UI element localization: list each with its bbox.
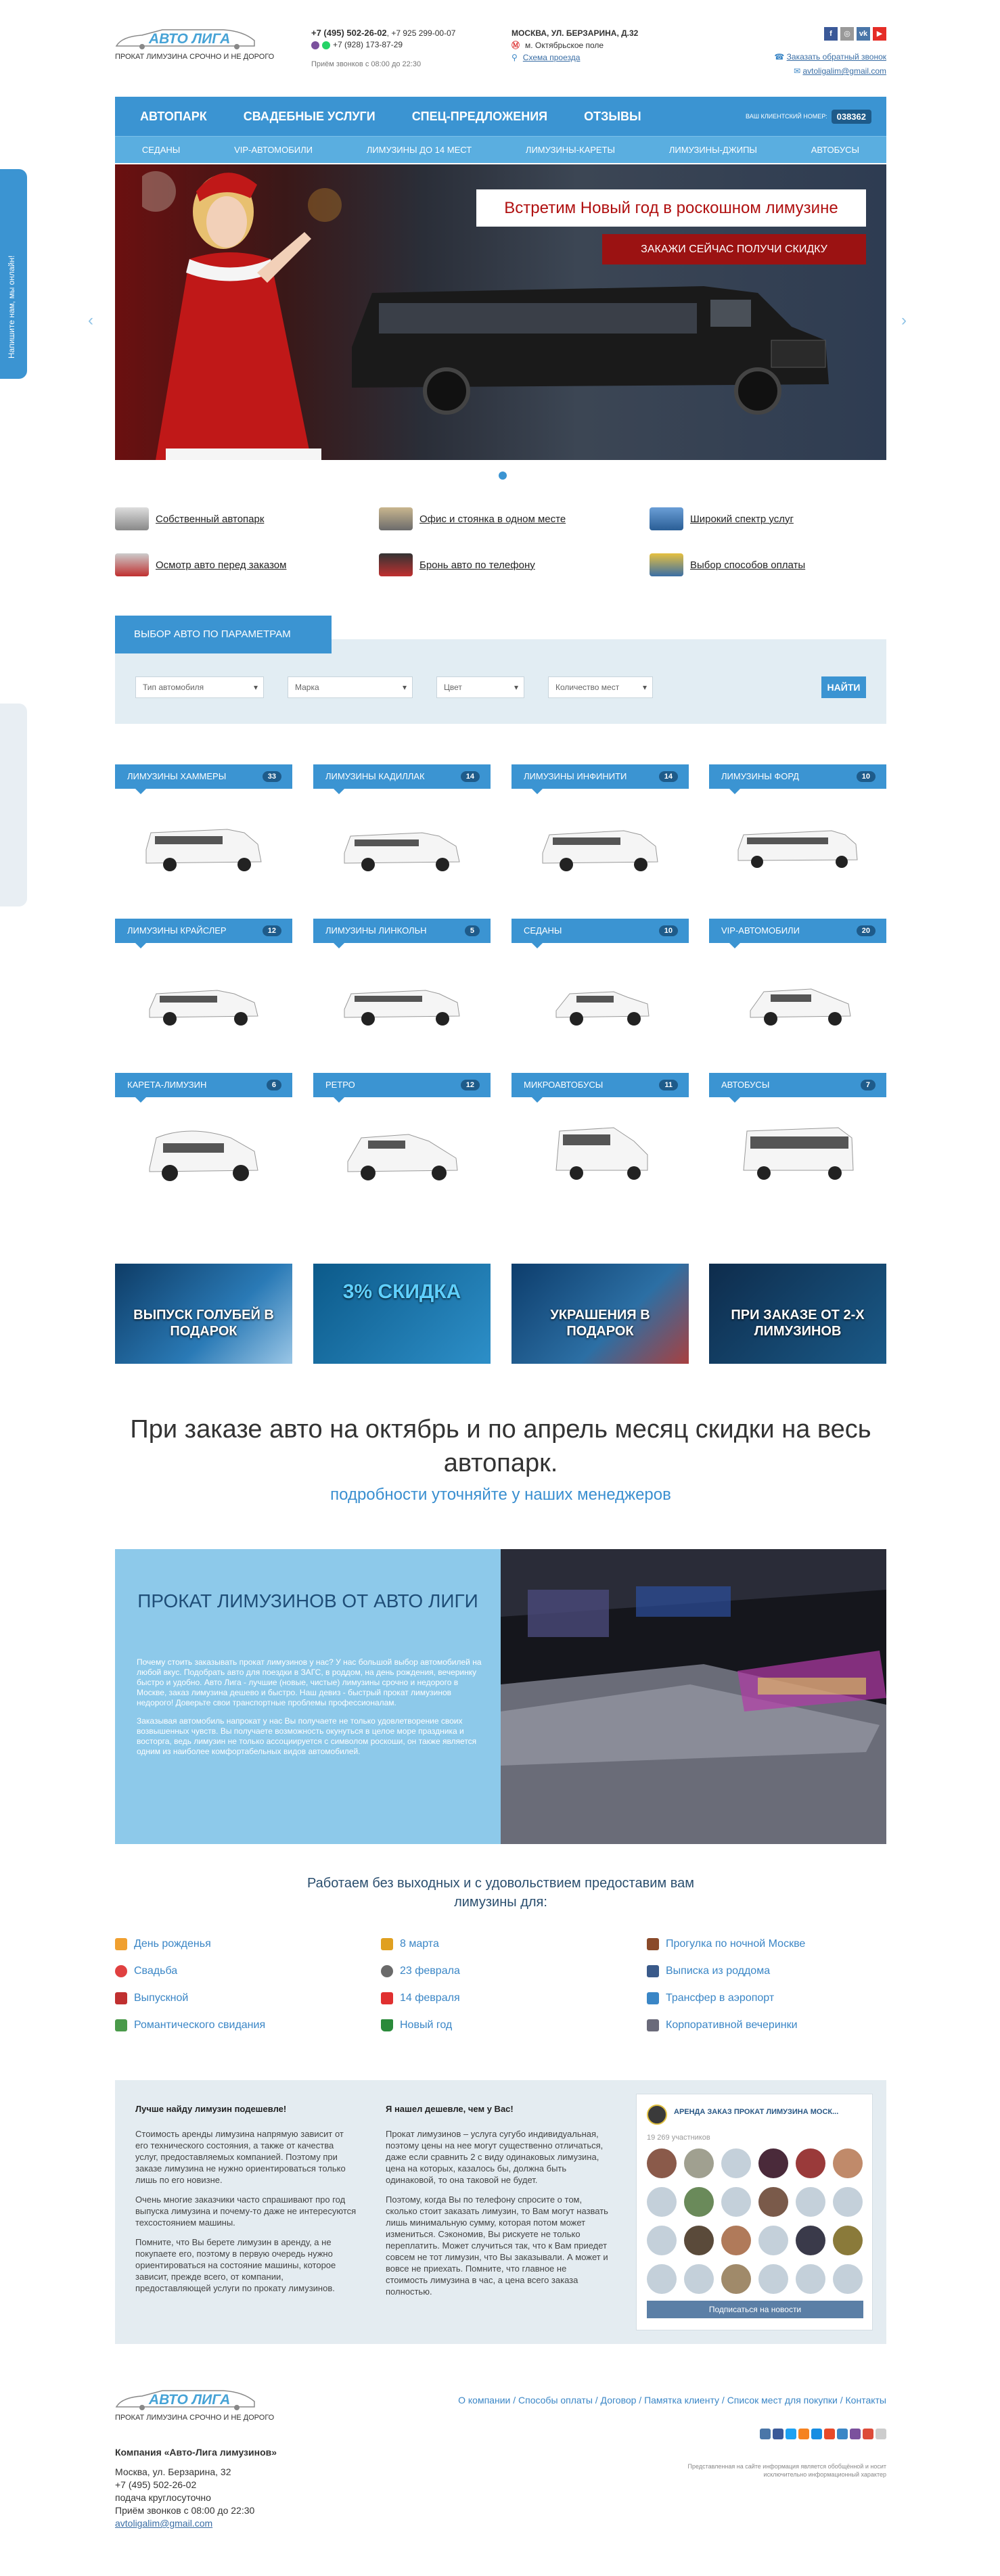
- whatsapp-icon: [322, 41, 330, 49]
- cards-icon: [650, 553, 683, 576]
- medal-icon: [381, 1965, 393, 1977]
- phone-alt[interactable]: , +7 925 299-00-07: [386, 28, 456, 38]
- nav-item-reviews[interactable]: ОТЗЫВЫ: [584, 109, 641, 123]
- about-section: [115, 1549, 886, 1844]
- category-card-cadillac[interactable]: ЛИМУЗИНЫ КАДИЛЛАК 14: [313, 764, 491, 910]
- avatar[interactable]: [796, 2148, 825, 2178]
- footer-disclaimer: Представленная на сайте информация является обобщённой и носит исключительно информационный характер: [687, 2463, 886, 2478]
- avatar[interactable]: [684, 2226, 714, 2255]
- nav-item-special[interactable]: СПЕЦ-ПРЕДЛОЖЕНИЯ: [411, 109, 548, 123]
- gplus-share-icon[interactable]: [863, 2429, 873, 2439]
- occasion-night-moscow[interactable]: Прогулка по ночной Москве: [647, 1938, 805, 1950]
- category-card-infiniti[interactable]: ЛИМУЗИНЫ ИНФИНИТИ 14: [512, 764, 689, 910]
- viber-icon: [311, 41, 319, 49]
- hummer-limo-image: [352, 266, 832, 415]
- gift-icon: [381, 1938, 393, 1950]
- vk-group-title[interactable]: АРЕНДА ЗАКАЗ ПРОКАТ ЛИМУЗИНА МОСК...: [674, 2108, 839, 2116]
- avatar[interactable]: [721, 2148, 751, 2178]
- address: МОСКВА, УЛ. БЕРЗАРИНА, Д.32: [512, 28, 639, 38]
- ford-limo-icon: [737, 802, 859, 877]
- occasion-maternity[interactable]: Выписка из роддома: [647, 1965, 770, 1977]
- twitter-share-icon[interactable]: [786, 2429, 796, 2439]
- subnav-vip[interactable]: VIP-АВТОМОБИЛИ: [234, 145, 313, 155]
- select-brand[interactable]: Марка ▾: [288, 676, 413, 698]
- plane-icon: [647, 1992, 659, 2004]
- calendar-heart-icon: [381, 1992, 393, 2004]
- article-cheaper-limo: [135, 2103, 359, 2302]
- occasion-march8[interactable]: 8 марта: [381, 1938, 439, 1950]
- vk-group-avatar: [647, 2104, 667, 2125]
- select-car-type[interactable]: Тип автомобиля ▾: [135, 676, 264, 698]
- category-card-lincoln[interactable]: ЛИМУЗИНЫ ЛИНКОЛЬН 5: [313, 919, 491, 1064]
- footer-company: [115, 2446, 277, 2530]
- about-text-panel: [115, 1549, 501, 1844]
- avatar[interactable]: [796, 2187, 825, 2217]
- online-chat-label: Напишите нам, мы онлайн!: [7, 255, 16, 359]
- slider-caption: Встретим Новый год в роскошном лимузине: [476, 189, 866, 227]
- company-email[interactable]: avtoligalim@gmail.com: [115, 2518, 213, 2529]
- footer: [115, 2388, 886, 2557]
- client-number: [746, 110, 871, 124]
- avatar[interactable]: [647, 2148, 677, 2178]
- company-service: подача круглосуточно: [115, 2492, 211, 2503]
- avatar[interactable]: [647, 2226, 677, 2255]
- category-card-buses[interactable]: АВТОБУСЫ 7: [709, 1073, 886, 1218]
- logo[interactable]: [115, 27, 277, 61]
- catalog: [115, 764, 886, 1204]
- article-paragraph: Помните, что Вы берете лимузин в аренду, а не покупаете его, поэтому в первую очередь нужно ориентироваться на состояние машины, которое зависит, прежде всего, от компании, предоставляющей услуги по прокату лимузинов.: [135, 2237, 336, 2293]
- occasion-new-year[interactable]: Новый год: [381, 2019, 452, 2031]
- avatar[interactable]: [833, 2264, 863, 2294]
- retro-car-icon: [341, 1111, 463, 1185]
- promo-discount[interactable]: 3% СКИДКА: [313, 1264, 491, 1364]
- promo-decorations[interactable]: УКРАШЕНИЯ В ПОДАРОК: [512, 1264, 689, 1364]
- article-paragraph: Стоимость аренды лимузина напрямую зависит от его технического состояния, а также от качества услуг, предоставляемых компанией. Поэтому при заказе лимузина не нужно ориентироваться только лишь по его новизне.: [135, 2129, 346, 2185]
- feature-phone-booking[interactable]: Бронь авто по телефону: [379, 553, 535, 576]
- vk-members-grid: [647, 2148, 863, 2294]
- metro: м. Октябрьское поле: [525, 41, 604, 50]
- article-paragraph: Очень многие заказчики часто спрашивают про год выпуска лимузина и почему-то даже не интересуются техсостоянием машины.: [135, 2194, 357, 2228]
- nav-item-wedding[interactable]: СВАДЕБНЫЕ УСЛУГИ: [243, 109, 376, 123]
- search-button[interactable]: НАЙТИ: [821, 676, 866, 698]
- online-chat-tab[interactable]: [0, 169, 27, 379]
- brand-name: АВТО ЛИГА: [149, 31, 231, 47]
- vk-subscribe-button[interactable]: Подписаться на новости: [647, 2301, 863, 2318]
- category-card-sedans[interactable]: СЕДАНЫ 10: [512, 919, 689, 1064]
- chrysler-limo-icon: [143, 957, 265, 1031]
- lj-share-icon[interactable]: [824, 2429, 835, 2439]
- lincoln-limo-icon: [341, 957, 463, 1031]
- article-paragraph: Поэтому, когда Вы по телефону спросите о том, сколько стоит заказать лимузин, то Вам могут назвать лишь минимальную сумму, которая потом может измениться. Сэкономив, Вы рискуете не только переплатить. Может случиться так, что к Вам приедет совсем не тот лимузин, что Вы заказывали. А может и вовсе не приехать. Помните, что главное не стоимость лимузина в час, а цена всего заказа полностью.: [386, 2194, 608, 2297]
- occasions: [115, 1874, 886, 2050]
- feature-own-fleet[interactable]: Собственный автопарк: [115, 507, 264, 530]
- category-card-ford[interactable]: ЛИМУЗИНЫ ФОРД 10: [709, 764, 886, 910]
- occasion-feb14[interactable]: 14 февраля: [381, 1992, 460, 2004]
- facebook-icon[interactable]: f: [824, 27, 838, 41]
- client-number-label: ВАШ КЛИЕНТСКИЙ НОМЕР:: [746, 113, 827, 120]
- category-card-vip[interactable]: VIP-АВТОМОБИЛИ 20: [709, 919, 886, 1064]
- tagline: ПРОКАТ ЛИМУЗИНА СРОЧНО И НЕ ДОРОГО: [115, 2414, 275, 2422]
- promo-two-limos[interactable]: ПРИ ЗАКАЗЕ ОТ 2-Х ЛИМУЗИНОВ: [709, 1264, 886, 1364]
- building-icon: [647, 1965, 659, 1977]
- magnifier-car-icon: [115, 553, 149, 576]
- client-number-value: 038362: [832, 110, 871, 124]
- share-buttons: [760, 2429, 886, 2439]
- header-links: [774, 50, 886, 78]
- avatar[interactable]: [721, 2187, 751, 2217]
- about-text: [137, 1657, 482, 1757]
- avatar[interactable]: [684, 2148, 714, 2178]
- tree-icon: [381, 2019, 393, 2031]
- company-phone[interactable]: +7 (495) 502-26-02: [115, 2479, 197, 2490]
- phone-icon: ☎: [774, 52, 785, 62]
- map-pin-icon: ⚲: [512, 53, 518, 62]
- header: [115, 0, 886, 95]
- car-icon: [115, 507, 149, 530]
- carriage-limo-icon: [143, 1111, 265, 1185]
- people-icon: [647, 2019, 659, 2031]
- phone-messenger[interactable]: +7 (928) 173-87-29: [333, 40, 403, 49]
- avatar[interactable]: [833, 2148, 863, 2178]
- mailru-share-icon[interactable]: [811, 2429, 822, 2439]
- article-title: Я нашел дешевле, чем у Вас!: [386, 2104, 514, 2114]
- search-title: ВЫБОР АВТО ПО ПАРАМЕТРАМ: [115, 616, 332, 653]
- about-paragraph: Почему стоить заказывать прокат лимузинов у нас? У нас большой выбор автомобилей на любой вкус. Подобрать авто для поездки в ЗАГС, в роддом, на день рождения, вечеринку быстро и удобно. Авто Лига - лучшие (новые, чистые) лимузины срочно и недорого в Москве, заказ лимузина дешево и быстро. Наш девиз - быстрый прокат лимузинов недорого! Доверьте свои транспортные проблемы профессионалам.: [137, 1657, 482, 1707]
- subnav-buses[interactable]: АВТОБУСЫ: [811, 145, 860, 155]
- subnav-limo-jeep[interactable]: ЛИМУЗИНЫ-ДЖИПЫ: [668, 145, 757, 155]
- occasions-title: Работаем без выходных и с удовольствием предоставим вам лимузины для:: [306, 1876, 694, 1910]
- minibus-icon: [539, 1111, 661, 1185]
- avatar[interactable]: [647, 2264, 677, 2294]
- promo-banners: [115, 1264, 886, 1364]
- occasion-birthday[interactable]: День рожденья: [115, 1938, 211, 1950]
- santa-girl-image: [142, 164, 345, 460]
- company-address: Москва, ул. Берзарина, 32: [115, 2466, 231, 2477]
- car-search: [115, 616, 886, 724]
- phone-icon: [379, 553, 413, 576]
- sedan-icon: [539, 957, 661, 1031]
- youtube-icon[interactable]: ▶: [873, 27, 886, 41]
- mail-icon: ✉: [794, 66, 801, 76]
- brand-name: АВТО ЛИГА: [149, 2392, 231, 2408]
- discount-heading: При заказе авто на октябрь и по апрель месяц скидки на весь автопарк.: [130, 1415, 871, 1477]
- hummer-limo-icon: [143, 802, 265, 877]
- features: [115, 507, 886, 589]
- feature-services[interactable]: Широкий спектр услуг: [650, 507, 794, 530]
- feature-inspection[interactable]: Осмотр авто перед заказом: [115, 553, 286, 576]
- occasion-date[interactable]: Романтического свидания: [115, 2019, 265, 2031]
- feature-payment[interactable]: Выбор способов оплаты: [650, 553, 805, 576]
- avatar[interactable]: [647, 2187, 677, 2217]
- cap-icon: [115, 1992, 127, 2004]
- subnav-limo-carriage[interactable]: ЛИМУЗИНЫ-КАРЕТЫ: [525, 145, 616, 155]
- avatar[interactable]: [796, 2264, 825, 2294]
- select-color[interactable]: Цвет ▾: [436, 676, 524, 698]
- vk-share-icon[interactable]: [760, 2429, 771, 2439]
- feature-office-parking[interactable]: Офис и стоянка в одном месте: [379, 507, 566, 530]
- side-widget[interactable]: [0, 704, 27, 906]
- ok-share-icon[interactable]: [798, 2429, 809, 2439]
- vk-members-count: 19 269 участников: [647, 2134, 710, 2142]
- avatar[interactable]: [758, 2226, 788, 2255]
- promo-doves[interactable]: ВЫПУСК ГОЛУБЕЙ В ПОДАРОК: [115, 1264, 292, 1364]
- slider-prev-icon[interactable]: ‹: [88, 311, 93, 329]
- slider-dot[interactable]: [499, 472, 507, 480]
- slider-cta-button[interactable]: ЗАКАЖИ СЕЙЧАС ПОЛУЧИ СКИДКУ: [602, 234, 866, 264]
- primary-nav: [115, 97, 886, 136]
- category-card-carriage[interactable]: КАРЕТА-ЛИМУЗИН 6: [115, 1073, 292, 1218]
- slider-next-icon[interactable]: ›: [901, 311, 907, 329]
- info-section: [115, 2080, 886, 2344]
- heart-icon: [115, 2019, 127, 2031]
- subnav-limo-14[interactable]: ЛИМУЗИНЫ ДО 14 МЕСТ: [366, 145, 472, 155]
- infiniti-limo-icon: [539, 802, 661, 877]
- avatar[interactable]: [684, 2264, 714, 2294]
- limo-interior-image: [501, 1549, 886, 1844]
- select-seats[interactable]: Количество мест ▾: [548, 676, 653, 698]
- footer-nav[interactable]: О компании / Способы оплаты / Договор / Памятка клиенту / Список мест для покупки / Контакты: [458, 2395, 886, 2406]
- phone-main[interactable]: +7 (495) 502-26-02: [311, 28, 387, 38]
- company-hours: Приём звонков с 08:00 до 22:30: [115, 2505, 255, 2516]
- hero-slider: [115, 164, 886, 460]
- category-card-minibus[interactable]: МИКРОАВТОБУСЫ 11: [512, 1073, 689, 1218]
- occasion-airport[interactable]: Трансфер в аэропорт: [647, 1992, 774, 2004]
- occasion-feb23[interactable]: 23 феврала: [381, 1965, 460, 1977]
- category-card-hummer[interactable]: ЛИМУЗИНЫ ХАММЕРЫ 33: [115, 764, 292, 910]
- avatar[interactable]: [758, 2264, 788, 2294]
- kremlin-icon: [647, 1938, 659, 1950]
- facebook-share-icon[interactable]: [773, 2429, 783, 2439]
- occasion-corporate[interactable]: Корпоративной вечеринки: [647, 2019, 798, 2031]
- avatar[interactable]: [833, 2187, 863, 2217]
- avatar[interactable]: [758, 2148, 788, 2178]
- instagram-icon[interactable]: ◎: [840, 27, 854, 41]
- social-links: [824, 27, 886, 41]
- callback-link[interactable]: Заказать обратный звонок: [786, 52, 886, 62]
- about-title: ПРОКАТ ЛИМУЗИНОВ ОТ АВТО ЛИГИ: [137, 1590, 478, 1611]
- occasion-wedding[interactable]: Свадьба: [115, 1965, 177, 1977]
- avatar[interactable]: [721, 2226, 751, 2255]
- article-title: Лучше найду лимузин подешевле!: [135, 2104, 287, 2114]
- nav-item-autopark[interactable]: АВТОПАРК: [140, 109, 207, 123]
- vk-widget: [636, 2094, 873, 2330]
- email-link[interactable]: avtoligalim@gmail.com: [802, 66, 886, 76]
- cake-icon: [115, 1938, 127, 1950]
- category-card-chrysler[interactable]: ЛИМУЗИНЫ КРАЙСЛЕР 12: [115, 919, 292, 1064]
- call-hours: Приём звонков с 08:00 до 22:30: [311, 60, 422, 68]
- viber-share-icon[interactable]: [850, 2429, 861, 2439]
- about-paragraph: Заказывая автомобиль напрокат у нас Вы получаете не только удовлетворение своих возвышенных чувств. Вы получаете возможность окунуться в целое море праздника и восторга, ведь лимузин не только ассоциируется с символом роскоши, он также является одним из наиболее комфортабельных видов автомобилей.: [137, 1716, 477, 1756]
- rings-icon: [115, 1965, 127, 1977]
- avatar[interactable]: [833, 2226, 863, 2255]
- company-name: Компания «Авто-Лига лимузинов»: [115, 2447, 277, 2458]
- cadillac-limo-icon: [341, 802, 463, 877]
- occasion-graduation[interactable]: Выпускной: [115, 1992, 188, 2004]
- vip-car-icon: [737, 957, 859, 1031]
- metro-icon: Ⓜ: [512, 41, 520, 50]
- laptop-icon: [650, 507, 683, 530]
- avatar[interactable]: [758, 2187, 788, 2217]
- vk-icon[interactable]: vk: [857, 27, 870, 41]
- avatar[interactable]: [796, 2226, 825, 2255]
- moi-mir-share-icon[interactable]: [837, 2429, 848, 2439]
- avatar[interactable]: [684, 2187, 714, 2217]
- main-navigation: [115, 97, 886, 164]
- address-block: [512, 27, 638, 64]
- subnav-sedans[interactable]: СЕДАНЫ: [141, 145, 181, 155]
- secondary-nav: [115, 136, 886, 163]
- discount-subheading: подробности уточняйте у наших менеджеров: [330, 1486, 671, 1504]
- map-link[interactable]: Схема проезда: [522, 53, 581, 62]
- category-card-retro[interactable]: РЕТРО 12: [313, 1073, 491, 1218]
- article-found-cheaper: [386, 2103, 609, 2305]
- more-share-icon[interactable]: [876, 2429, 886, 2439]
- footer-logo[interactable]: [115, 2388, 277, 2422]
- article-paragraph: Прокат лимузинов – услуга сугубо индивидуальная, поэтому цены на нее могут существенно отличаться, даже если сравнить 2 с виду одинаковых лимузина, цена на которых, казалось бы, должна быть одинаковой, то она таковой не будет.: [386, 2129, 604, 2185]
- phones: [311, 27, 455, 70]
- avatar[interactable]: [721, 2264, 751, 2294]
- discount-banner: [115, 1412, 886, 1514]
- bus-icon: [737, 1111, 859, 1185]
- office-icon: [379, 507, 413, 530]
- tagline: ПРОКАТ ЛИМУЗИНА СРОЧНО И НЕ ДОРОГО: [115, 53, 275, 61]
